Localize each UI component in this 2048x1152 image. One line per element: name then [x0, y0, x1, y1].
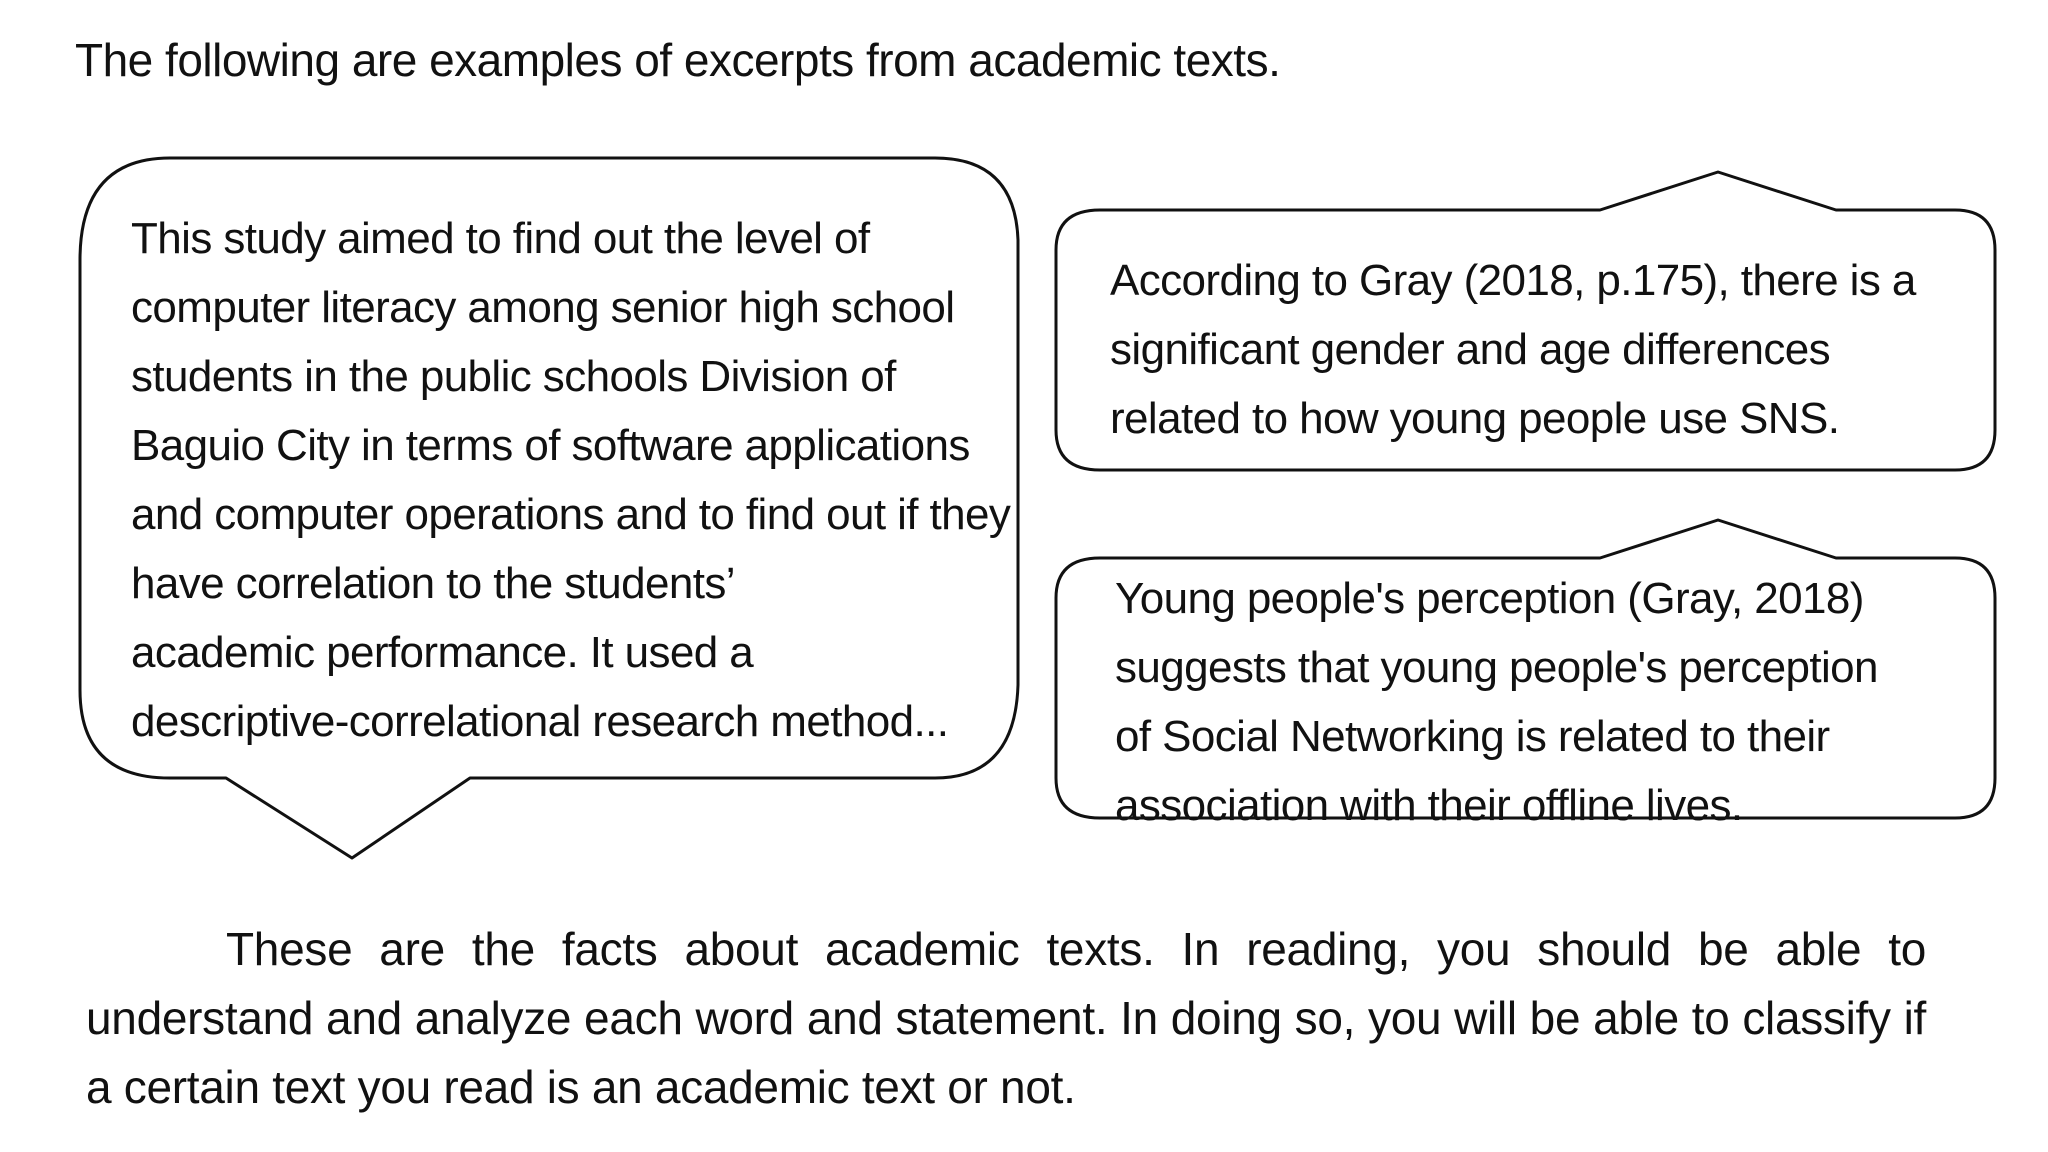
- speech-bubble-left-text: This study aimed to find out the level of computer literacy among senior high school students in the public schools Division of Baguio City in terms of software applications and computer operations and to find out if they have correlation to the students’ academic performance. It used a descriptive-correlational research method...: [131, 214, 1011, 746]
- intro-heading: The following are examples of excerpts from academic texts.: [75, 34, 1281, 86]
- closing-paragraph: These are the facts about academic texts. In reading, you should be able to understand and analyze each word and statement. In doing so, you will be able to classify if a certain text you read is an academic text or not.: [86, 923, 1926, 1113]
- speech-bubble-bottom-right-text: Young people's perception (Gray, 2018) suggests that young people's perception of Social Networking is related to their association with their offline lives.: [1115, 574, 1878, 830]
- speech-bubble-top-right-text: According to Gray (2018, p.175), there is a significant gender and age differences related to how young people use SNS.: [1110, 256, 1916, 443]
